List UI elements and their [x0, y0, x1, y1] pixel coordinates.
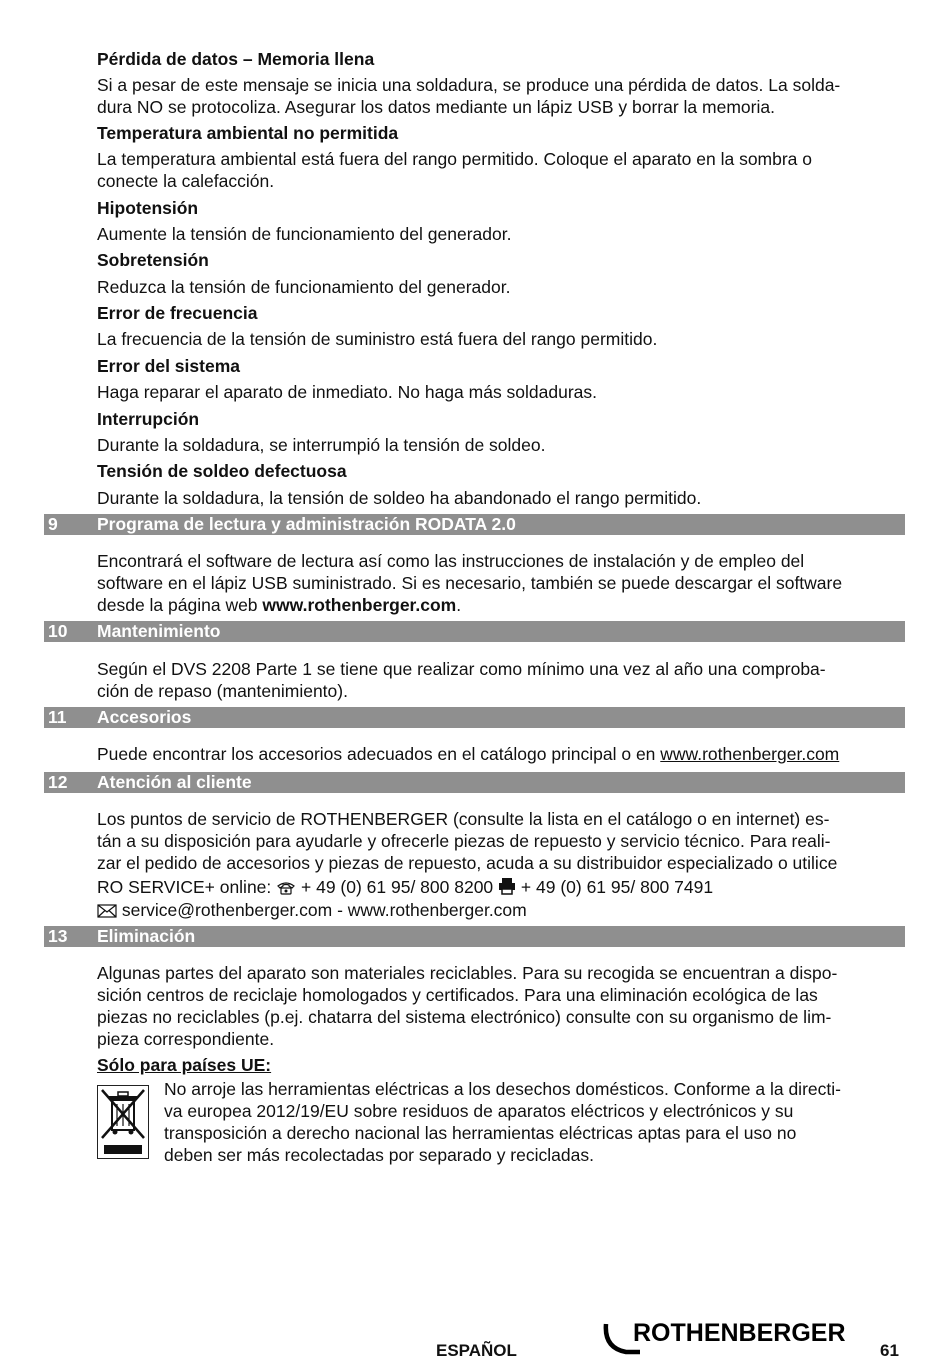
- error-title: Sobretensión: [97, 250, 209, 270]
- error-title: Interrupción: [97, 409, 200, 429]
- paragraph-line: deben ser más recolectadas por separado y recicladas.: [164, 1145, 594, 1165]
- paragraph-line: [97, 743, 905, 765]
- paragraph-line: software en el lápiz USB suministrado. Si es necesario, también se puede descargar el software: [97, 573, 843, 593]
- error-text: La frecuencia de la tensión de suministro está fuera del rango permitido.: [97, 329, 658, 349]
- eu-paragraph: [164, 1078, 905, 1166]
- error-title: Temperatura ambiental no permitida: [97, 123, 399, 143]
- section-title: Mantenimiento: [97, 621, 221, 641]
- section-number: 12: [48, 772, 68, 792]
- paragraph-line: [97, 594, 905, 616]
- paragraph-line: Según el DVS 2208 Parte 1 se tiene que realizar como mínimo una vez al año una comproba-: [97, 659, 826, 679]
- paragraph-line: transposición a derecho nacional las herramientas eléctricas aptas para el uso no: [164, 1123, 797, 1143]
- paragraph-line: Los puntos de servicio de ROTHENBERGER (consulte la lista en el catálogo o en internet) es-: [97, 809, 830, 829]
- error-text: Si a pesar de este mensaje se inicia una soldadura, se produce una pérdida de datos. La solda-: [97, 75, 841, 95]
- paragraph-line: sición centros de reciclaje homologados y certificados. Para una eliminación ecológica de las: [97, 985, 818, 1005]
- paragraph-line: piezas no reciclables (p.ej. chatarra del sistema electrónico) consulte con su organismo de lim-: [97, 1007, 832, 1027]
- section-title: Atención al cliente: [97, 772, 252, 792]
- error-text: Durante la soldadura, la tensión de soldeo ha abandonado el rango permitido.: [97, 488, 702, 508]
- error-text: Reduzca la tensión de funcionamiento del generador.: [97, 277, 511, 297]
- error-text: conecte la calefacción.: [97, 171, 275, 191]
- fax-icon: [498, 877, 516, 900]
- error-text: La temperatura ambiental está fuera del rango permitido. Coloque el aparato en la sombra o: [97, 149, 813, 169]
- error-title: Error de frecuencia: [97, 303, 258, 323]
- paragraph-line: zar el pedido de accesorios y piezas de repuesto, acuda a su distribuidor especializado o utilice: [97, 853, 838, 873]
- section-number: 10: [48, 621, 68, 641]
- weee-crossed-bin-icon: [97, 1085, 149, 1159]
- paragraph-line: Algunas partes del aparato son materiales reciclables. Para su recogida se encuentran a dispo-: [97, 963, 838, 983]
- section-title: Eliminación: [97, 926, 196, 946]
- error-text: dura NO se protocoliza. Asegurar los datos mediante un lápiz USB y borrar la memoria.: [97, 97, 775, 117]
- page-number: 61: [880, 1341, 899, 1360]
- error-title: Hipotensión: [97, 198, 199, 218]
- contact-line: [97, 899, 905, 923]
- error-title: Error del sistema: [97, 356, 240, 376]
- phone-number: + 49 (0) 61 95/ 800 8200: [296, 877, 499, 897]
- error-text: Haga reparar el aparato de inmediato. No haga más soldaduras.: [97, 382, 598, 402]
- section-heading-12: [44, 772, 905, 793]
- error-title: Pérdida de datos – Memoria llena: [97, 49, 375, 69]
- section-number: 13: [48, 926, 68, 946]
- website-link[interactable]: www.rothenberger.com: [262, 595, 457, 615]
- paragraph-line: ción de repaso (mantenimiento).: [97, 681, 348, 701]
- error-text: Aumente la tensión de funcionamiento del generador.: [97, 224, 512, 244]
- text-fragment: desde la página web: [97, 595, 263, 615]
- fax-number: + 49 (0) 61 95/ 800 7491: [516, 877, 714, 897]
- website-link[interactable]: www.rothenberger.com: [660, 744, 840, 764]
- rothenberger-logo: [600, 1318, 850, 1358]
- section-title: Accesorios: [97, 707, 192, 727]
- text-fragment: .: [456, 595, 462, 615]
- paragraph-line: Encontrará el software de lectura así como las instrucciones de instalación y de empleo del: [97, 551, 805, 571]
- email-and-web: service@rothenberger.com - www.rothenberger.com: [117, 900, 527, 920]
- paragraph-line: va europea 2012/19/EU sobre residuos de aparatos eléctricos y electrónicos y su: [164, 1101, 794, 1121]
- paragraph-line: tán a su disposición para ayudarle y ofrecerle piezas de repuesto y servicio técnico. Para reali-: [97, 831, 831, 851]
- brand-name: ROTHENBERGER: [633, 1319, 846, 1347]
- section-title: Programa de lectura y administración RODATA 2.0: [97, 514, 516, 534]
- envelope-icon: [97, 901, 117, 923]
- contact-line: [97, 876, 905, 900]
- error-text: Durante la soldadura, se interrumpió la tensión de soldeo.: [97, 435, 546, 455]
- section-number: 11: [48, 707, 67, 727]
- paragraph-line: pieza correspondiente.: [97, 1029, 275, 1049]
- error-title: Tensión de soldeo defectuosa: [97, 461, 347, 481]
- section-heading-10: [44, 621, 905, 642]
- section-heading-9: [44, 514, 905, 535]
- footer-language: ESPAÑOL: [436, 1341, 517, 1360]
- online-label: RO SERVICE+ online:: [97, 877, 277, 897]
- phone-icon: [276, 878, 296, 900]
- section-number: 9: [48, 514, 58, 534]
- paragraph-line: No arroje las herramientas eléctricas a los desechos domésticos. Conforme a la directi-: [164, 1079, 841, 1099]
- section-heading-11: [44, 707, 905, 728]
- eu-heading: Sólo para países UE:: [97, 1055, 272, 1075]
- section-heading-13: [44, 926, 905, 947]
- text-fragment: Puede encontrar los accesorios adecuados en el catálogo principal o en: [97, 744, 661, 764]
